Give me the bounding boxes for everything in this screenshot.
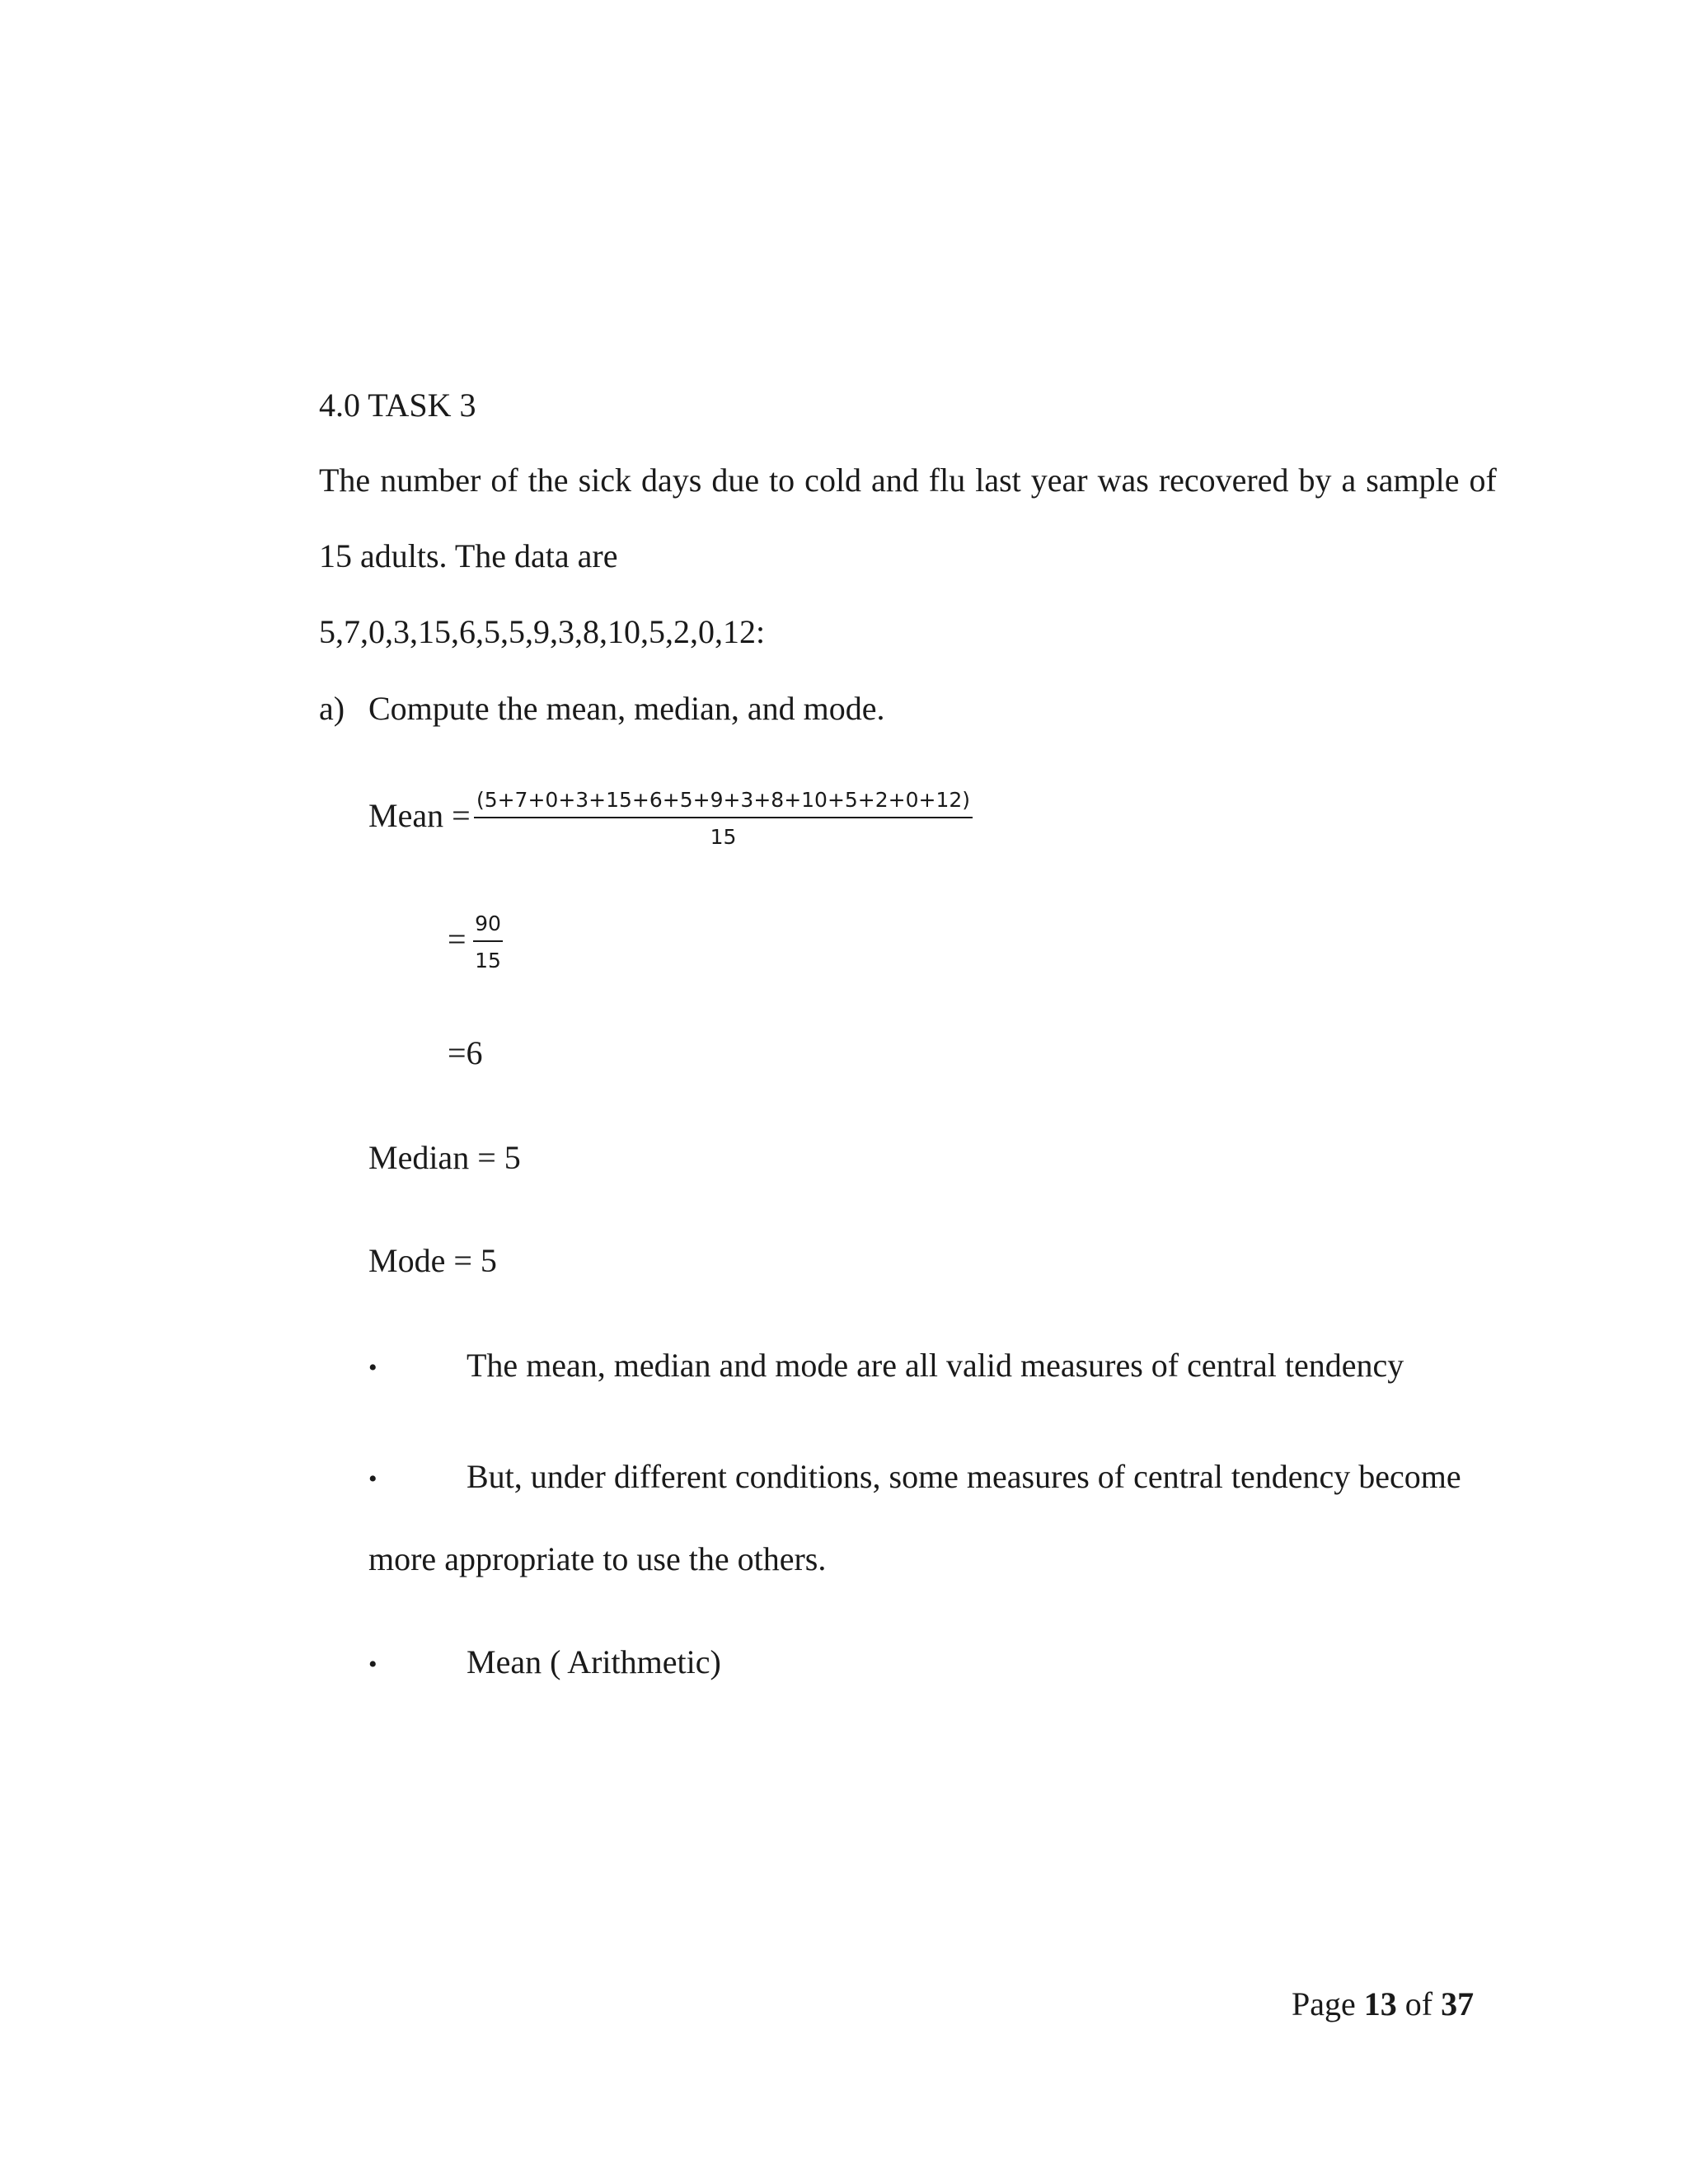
mean-fraction bbox=[474, 790, 973, 847]
median-result: Median = 5 bbox=[368, 1139, 521, 1176]
bullet-2-text: But, under different conditions, some measures of central tendency become bbox=[467, 1458, 1461, 1495]
mode-result: Mode = 5 bbox=[368, 1242, 497, 1279]
section-heading: 4.0 TASK 3 bbox=[319, 387, 476, 424]
page-word: Page bbox=[1292, 1985, 1356, 2022]
mean-label: Mean = bbox=[368, 797, 471, 834]
of-word: of bbox=[1404, 1985, 1433, 2022]
bullet-marker: • bbox=[368, 1651, 377, 1678]
question-a-marker: a) bbox=[319, 690, 345, 727]
intro-line-1: The number of the sick days due to cold and flu last year was recovered by a sample of bbox=[319, 462, 1497, 499]
intro-line-2: 15 adults. The data are bbox=[319, 537, 618, 574]
total-pages: 37 bbox=[1441, 1985, 1475, 2022]
mean-numerator: (5+7+0+3+15+6+5+9+3+8+10+5+2+0+12) bbox=[476, 788, 971, 812]
question-a-text: Compute the mean, median, and mode. bbox=[368, 690, 885, 727]
current-page: 13 bbox=[1363, 1985, 1397, 2022]
mean-result: =6 bbox=[448, 1034, 483, 1071]
mean-denominator: 15 bbox=[710, 825, 737, 849]
bullet-3-text: Mean ( Arithmetic) bbox=[467, 1643, 721, 1680]
bullet-marker: • bbox=[368, 1354, 377, 1381]
step2-denominator: 15 bbox=[475, 949, 501, 972]
mean-step2-fraction bbox=[473, 913, 503, 971]
step2-numerator: 90 bbox=[475, 912, 501, 935]
bullet-marker: • bbox=[368, 1465, 377, 1493]
data-values: 5,7,0,3,15,6,5,5,9,3,8,10,5,2,0,12: bbox=[319, 613, 766, 650]
bullet-2-continuation: more appropriate to use the others. bbox=[368, 1540, 827, 1577]
bullet-1-text: The mean, median and mode are all valid measures of central tendency bbox=[467, 1347, 1404, 1384]
page-number bbox=[1292, 1985, 1475, 2022]
mean-step2-equals: = bbox=[448, 921, 467, 958]
